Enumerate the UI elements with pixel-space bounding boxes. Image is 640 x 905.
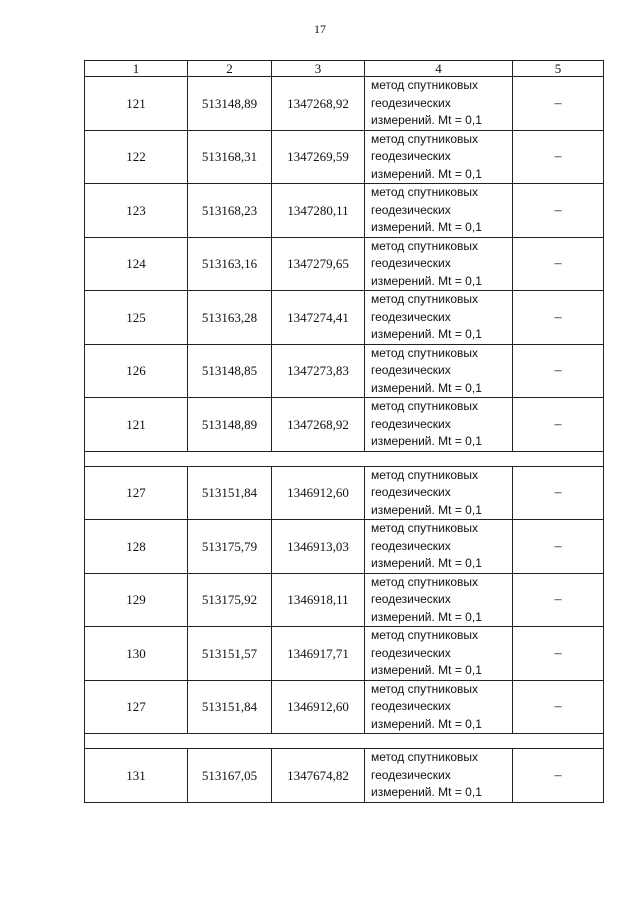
method-line: геодезических — [371, 645, 451, 660]
group-separator-cell — [85, 451, 604, 466]
y-coordinate-cell: 1347280,11 — [272, 184, 365, 238]
point-number-cell: 122 — [85, 130, 188, 184]
point-number-cell: 127 — [85, 680, 188, 734]
y-coordinate-cell: 1347268,92 — [272, 398, 365, 452]
table-row — [85, 749, 604, 803]
column-5-cell: – — [513, 184, 604, 238]
point-number-cell: 131 — [85, 749, 188, 803]
group-separator-cell — [85, 734, 604, 749]
method-line: измерений. Mt = 0,1 — [371, 327, 482, 341]
method-cell — [365, 627, 513, 681]
method-line: метод спутниковых — [371, 521, 479, 535]
method-line: метод спутниковых — [371, 574, 479, 589]
y-coordinate-cell: 1346912,60 — [272, 466, 365, 520]
column-header-2: 2 — [188, 61, 272, 77]
method-line: геодезических — [371, 202, 451, 217]
method-line: геодезических — [371, 149, 451, 163]
point-number-cell: 121 — [85, 398, 188, 452]
method-cell — [365, 680, 513, 734]
table-row — [85, 466, 604, 520]
method-line: измерений. Mt = 0,1 — [371, 166, 482, 181]
group-separator-row — [85, 734, 604, 749]
method-line: геодезических — [371, 309, 451, 324]
method-cell — [365, 291, 513, 345]
table-row — [85, 291, 604, 345]
table-row — [85, 130, 604, 184]
method-cell — [365, 749, 513, 803]
method-line: измерений. Mt = 0,1 — [371, 273, 482, 288]
group-separator-row — [85, 451, 604, 466]
column-header-4: 4 — [365, 61, 513, 77]
x-coordinate-cell: 513151,84 — [188, 680, 272, 734]
column-5-cell: – — [513, 520, 604, 574]
method-line: геодезических — [371, 416, 451, 431]
y-coordinate-cell: 1347269,59 — [272, 130, 365, 184]
column-5-cell: – — [513, 466, 604, 520]
method-line: метод спутниковых — [371, 467, 479, 482]
point-number-cell: 130 — [85, 627, 188, 681]
x-coordinate-cell: 513163,16 — [188, 237, 272, 291]
y-coordinate-cell: 1346917,71 — [272, 627, 365, 681]
method-line: измерений. Mt = 0,1 — [371, 220, 482, 234]
column-5-cell: – — [513, 130, 604, 184]
method-line: метод спутниковых — [371, 399, 479, 413]
point-number-cell: 126 — [85, 344, 188, 398]
table-row — [85, 520, 604, 574]
method-line: геодезических — [371, 363, 451, 377]
method-line: геодезических — [371, 485, 451, 499]
method-line: измерений. Mt = 0,1 — [371, 716, 482, 731]
method-cell — [365, 520, 513, 574]
method-line: измерений. Mt = 0,1 — [371, 502, 482, 517]
column-5-cell: – — [513, 398, 604, 452]
column-5-cell: – — [513, 627, 604, 681]
method-line: метод спутниковых — [371, 185, 479, 199]
column-5-cell: – — [513, 680, 604, 734]
method-cell — [365, 466, 513, 520]
method-line: метод спутниковых — [371, 238, 479, 253]
method-line: измерений. Mt = 0,1 — [371, 663, 482, 677]
x-coordinate-cell: 513151,84 — [188, 466, 272, 520]
column-5-cell: – — [513, 573, 604, 627]
method-cell — [365, 237, 513, 291]
method-line: геодезических — [371, 95, 451, 110]
method-line: измерений. Mt = 0,1 — [371, 609, 482, 624]
column-header-3: 3 — [272, 61, 365, 77]
method-line: метод спутниковых — [371, 628, 479, 642]
column-5-cell: – — [513, 291, 604, 345]
method-line: геодезических — [371, 592, 451, 606]
x-coordinate-cell: 513167,05 — [188, 749, 272, 803]
method-line: геодезических — [371, 767, 451, 782]
header-row — [85, 61, 604, 77]
x-coordinate-cell: 513168,23 — [188, 184, 272, 238]
table-row — [85, 77, 604, 131]
x-coordinate-cell: 513148,89 — [188, 398, 272, 452]
method-cell — [365, 77, 513, 131]
x-coordinate-cell: 513148,89 — [188, 77, 272, 131]
point-number-cell: 129 — [85, 573, 188, 627]
x-coordinate-cell: 513175,79 — [188, 520, 272, 574]
method-line: геодезических — [371, 538, 451, 553]
y-coordinate-cell: 1346918,11 — [272, 573, 365, 627]
x-coordinate-cell: 513151,57 — [188, 627, 272, 681]
page-number: 17 — [314, 22, 326, 36]
x-coordinate-cell: 513163,28 — [188, 291, 272, 345]
x-coordinate-cell: 513168,31 — [188, 130, 272, 184]
y-coordinate-cell: 1347268,92 — [272, 77, 365, 131]
method-cell — [365, 130, 513, 184]
column-5-cell: – — [513, 237, 604, 291]
method-line: метод спутниковых — [371, 78, 479, 92]
y-coordinate-cell: 1347674,82 — [272, 749, 365, 803]
y-coordinate-cell: 1347273,83 — [272, 344, 365, 398]
method-line: измерений. Mt = 0,1 — [371, 380, 482, 395]
point-number-cell: 127 — [85, 466, 188, 520]
column-5-cell: – — [513, 749, 604, 803]
table-row — [85, 627, 604, 681]
x-coordinate-cell: 513175,92 — [188, 573, 272, 627]
method-cell — [365, 184, 513, 238]
table-row — [85, 184, 604, 238]
method-line: измерений. Mt = 0,1 — [371, 556, 482, 570]
x-coordinate-cell: 513148,85 — [188, 344, 272, 398]
y-coordinate-cell: 1346912,60 — [272, 680, 365, 734]
y-coordinate-cell: 1347274,41 — [272, 291, 365, 345]
table-row — [85, 398, 604, 452]
table-body — [85, 61, 604, 803]
method-line: метод спутниковых — [371, 345, 479, 360]
y-coordinate-cell: 1347279,65 — [272, 237, 365, 291]
table-row — [85, 573, 604, 627]
method-line: геодезических — [371, 256, 451, 270]
column-header-1: 1 — [85, 61, 188, 77]
table-row — [85, 237, 604, 291]
point-number-cell: 124 — [85, 237, 188, 291]
method-line: измерений. Mt = 0,1 — [371, 113, 482, 127]
point-number-cell: 121 — [85, 77, 188, 131]
method-cell — [365, 344, 513, 398]
method-line: геодезических — [371, 699, 451, 713]
point-number-cell: 123 — [85, 184, 188, 238]
point-number-cell: 125 — [85, 291, 188, 345]
point-number-cell: 128 — [85, 520, 188, 574]
column-5-cell: – — [513, 344, 604, 398]
method-line: измерений. Mt = 0,1 — [371, 434, 482, 448]
y-coordinate-cell: 1346913,03 — [272, 520, 365, 574]
method-line: метод спутниковых — [371, 131, 479, 146]
table-row — [85, 344, 604, 398]
method-line: метод спутниковых — [371, 292, 479, 306]
method-cell — [365, 398, 513, 452]
method-line: измерений. Mt = 0,1 — [371, 785, 482, 799]
method-line: метод спутниковых — [371, 681, 479, 696]
column-5-cell: – — [513, 77, 604, 131]
coordinates-table — [84, 60, 604, 803]
method-cell — [365, 573, 513, 627]
method-line: метод спутниковых — [371, 750, 479, 764]
table-row — [85, 680, 604, 734]
column-header-5: 5 — [513, 61, 604, 77]
